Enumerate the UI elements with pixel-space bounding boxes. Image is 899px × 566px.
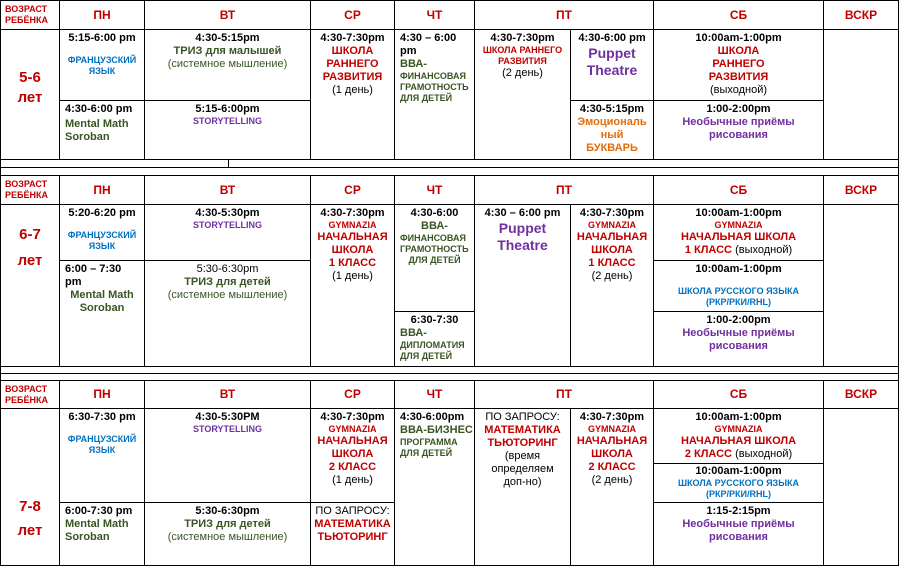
slot-sub: (РКР/РКИ/RHL) — [706, 297, 771, 307]
slot-thu-7-8 — [394, 408, 475, 566]
slot-thu-6-7-b — [394, 311, 475, 367]
slot-name-4: 1 КЛАСС — [588, 257, 636, 269]
slot-name: Mental Math — [70, 289, 134, 301]
slot-time: 4:30-5:15pm — [579, 103, 645, 115]
slot-name: STORYTELLING — [192, 424, 262, 434]
slot-name-1: GYMNAZIA — [588, 220, 636, 230]
slot-time: 4:30-7:30pm — [320, 411, 385, 423]
slot-tue-6-7-b — [144, 260, 311, 367]
slot-name-1: ШКОЛА — [717, 45, 760, 57]
slot-name-1: ВВА-БИЗНЕС — [400, 424, 473, 436]
slot-sun-6-7 — [823, 204, 899, 367]
slot-name-2: НАЧАЛЬНАЯ — [317, 435, 388, 447]
slot-time: 10:00am-1:00pm — [695, 207, 782, 219]
slot-name-1: GYMNAZIA — [714, 424, 763, 434]
header-wed: СР — [310, 380, 395, 409]
slot-name-1: Необычные приёмы — [682, 116, 795, 128]
slot-name-3: ДЛЯ ДЕТЕЙ — [400, 351, 453, 361]
slot-name-4: 2 КЛАСС — [588, 461, 636, 473]
slot-name-1: GYMNAZIA — [588, 424, 636, 434]
slot-name-1: ШКОЛА — [331, 45, 374, 57]
slot-sun-7-8 — [823, 408, 899, 566]
slot-tue-7-8-a — [144, 408, 311, 503]
header-fri: ПТ — [474, 175, 654, 205]
slot-time: 6:00 – 7:30 — [65, 263, 122, 275]
slot-time: 4:30-7:30pm — [579, 207, 645, 219]
header-thu: ЧТ — [394, 380, 475, 409]
age-unit: лет — [17, 252, 43, 269]
slot-name-2: Theatre — [497, 237, 548, 253]
slot-name-1: Эмоциональ — [577, 116, 647, 128]
slot-name: ФРАНЦУЗСКИЙ ЯЗЫК — [67, 434, 137, 455]
slot-note: (выходной) — [735, 244, 793, 256]
slot-name-4: 1 КЛАСС — [328, 257, 377, 269]
header-mon: ПН — [59, 380, 145, 409]
slot-fri-6-7-b — [570, 204, 654, 367]
slot-time: 4:30-5:30PM — [195, 411, 260, 423]
slot-name-4: ДЛЯ ДЕТЕЙ — [400, 93, 453, 103]
age-cell-6-7 — [0, 204, 60, 367]
slot-name-2: Theatre — [586, 62, 638, 78]
slot-name-1: GYMNAZIA — [328, 424, 377, 434]
slot-mon-6-7-a — [59, 204, 145, 261]
slot-time: 4:30-5:15pm — [195, 32, 260, 44]
slot-name-2: НАЧАЛЬНАЯ — [576, 435, 648, 447]
header-sun: ВСКР — [823, 175, 899, 205]
age-value: 6-7 — [19, 226, 41, 243]
slot-class: 2 КЛАСС — [684, 448, 732, 460]
slot-note: (выходной) — [735, 448, 793, 460]
slot-note: (1 день) — [332, 270, 373, 282]
age-header — [0, 0, 60, 30]
slot-name: Mental Math — [65, 518, 129, 530]
slot-note: (1 день) — [332, 474, 373, 486]
slot-label: ПО ЗАПРОСУ: — [485, 411, 560, 423]
slot-mon-7-8-a — [59, 408, 145, 503]
slot-time: 6:00-7:30 pm — [65, 505, 133, 517]
slot-time: 4:30-6:00pm — [400, 411, 465, 423]
slot-name-2: НАЧАЛЬНАЯ ШКОЛА — [680, 231, 797, 243]
slot-sat-7-8-a — [653, 408, 824, 464]
slot-time: 10:00am-1:00pm — [695, 32, 782, 44]
header-mon: ПН — [59, 0, 145, 30]
slot-name-2: ТЬЮТОРИНГ — [317, 531, 388, 543]
slot-name-3: ГРАМОТНОСТЬ — [400, 244, 469, 254]
header-mon: ПН — [59, 175, 145, 205]
slot-fri-7-8-a — [474, 408, 571, 566]
slot-name: STORYTELLING — [192, 116, 262, 126]
slot-note: (системное мышление) — [167, 289, 288, 301]
slot-name: ТРИЗ для детей — [184, 518, 271, 530]
slot-fri-5-6-c — [570, 100, 654, 160]
slot-time: 5:15-6:00pm — [195, 103, 260, 115]
slot-name: ТРИЗ для детей — [184, 276, 271, 288]
slot-note: (системное мышление) — [167, 58, 288, 70]
slot-tue-5-6-a — [144, 29, 311, 101]
header-sun: ВСКР — [823, 0, 899, 30]
slot-time: 5:30-6:30pm — [196, 263, 259, 275]
header-thu: ЧТ — [394, 0, 475, 30]
slot-name-2: ФИНАНСОВАЯ — [400, 233, 466, 243]
slot-sun-5-6 — [823, 29, 899, 160]
slot-wed-5-6 — [310, 29, 395, 160]
age-header-line2: РЕБЁНКА — [5, 190, 48, 200]
slot-note-1: (время — [504, 450, 541, 462]
slot-name-1: Puppet — [498, 220, 547, 236]
slot-name-3: РАЗВИТИЯ — [708, 71, 769, 83]
slot-name-2: РАЗВИТИЯ — [498, 56, 547, 66]
slot-time-line2: pm — [65, 276, 82, 288]
header-tue: ВТ — [144, 175, 311, 205]
slot-fri-5-6-b — [570, 29, 654, 101]
slot-sat-7-8-b — [653, 463, 824, 503]
header-sat: СБ — [653, 175, 824, 205]
slot-tue-5-6-b — [144, 100, 311, 160]
slot-note: (2 день) — [591, 474, 633, 486]
age-header-line2: РЕБЁНКА — [5, 395, 48, 405]
slot-name-line2: Soroban — [65, 131, 110, 143]
slot-name-2: ДИПЛОМАТИЯ — [400, 340, 465, 350]
slot-name-2: ПРОГРАММА — [400, 437, 458, 447]
slot-time: 4:30-5:30pm — [195, 207, 260, 219]
slot-wed-7-8-a — [310, 408, 395, 503]
slot-thu-6-7-a — [394, 204, 475, 312]
header-fri: ПТ — [474, 380, 654, 409]
slot-name-1: МАТЕМАТИКА — [314, 518, 391, 530]
slot-name: ТРИЗ для малышей — [173, 45, 282, 57]
slot-note: (1 день) — [332, 84, 373, 96]
slot-name-2: РАННЕГО — [326, 58, 379, 70]
slot-time: 5:30-6:30pm — [195, 505, 260, 517]
slot-time: 10:00am-1:00pm — [695, 465, 782, 477]
slot-name-3: ДЛЯ ДЕТЕЙ — [400, 448, 453, 458]
slot-name-4: 2 КЛАСС — [328, 461, 377, 473]
slot-name-2: рисования — [709, 340, 768, 352]
slot-note-3: доп-но) — [503, 476, 542, 488]
header-wed: СР — [310, 175, 395, 205]
slot-sub: (РКР/РКИ/RHL) — [706, 489, 771, 499]
header-sat: СБ — [653, 0, 824, 30]
slot-tue-7-8-b — [144, 502, 311, 566]
slot-name: STORYTELLING — [192, 220, 262, 230]
slot-name-1: Необычные приёмы — [682, 518, 795, 530]
slot-time: 4:30-7:30pm — [490, 32, 555, 44]
slot-name-2: РАННЕГО — [712, 58, 765, 70]
slot-name-2: НАЧАЛЬНАЯ — [317, 231, 388, 243]
slot-time: 4:30-7:30pm — [320, 207, 385, 219]
slot-sat-6-7-c — [653, 311, 824, 367]
slot-name-1: Необычные приёмы — [682, 327, 795, 339]
slot-name-1: МАТЕМАТИКА — [484, 424, 561, 436]
header-fri: ПТ — [474, 0, 654, 30]
header-sat: СБ — [653, 380, 824, 409]
slot-sat-6-7-a — [653, 204, 824, 261]
slot-time: 1:00-2:00pm — [706, 103, 771, 115]
header-tue: ВТ — [144, 0, 311, 30]
slot-time-line2: pm — [400, 45, 417, 57]
age-header-line1: ВОЗРАСТ — [5, 384, 48, 394]
slot-note: (2 день) — [502, 67, 543, 79]
slot-mon-5-6-a — [59, 29, 145, 101]
age-header — [0, 380, 60, 409]
slot-sat-5-6-a — [653, 29, 824, 101]
slot-label: ПО ЗАПРОСУ: — [315, 505, 390, 517]
slot-fri-5-6-a — [474, 29, 571, 160]
slot-name-3: ШКОЛА — [331, 244, 374, 256]
slot-name-1: Puppet — [588, 45, 636, 61]
slot-time: 4:30-6:00 — [410, 207, 459, 219]
slot-name-4: ДЛЯ ДЕТЕЙ — [408, 255, 461, 265]
slot-note: (2 день) — [591, 270, 633, 282]
slot-name-1: GYMNAZIA — [714, 220, 763, 230]
slot-fri-6-7-a — [474, 204, 571, 367]
header-sun: ВСКР — [823, 380, 899, 409]
slot-class-line — [654, 244, 823, 257]
slot-note: (системное мышление) — [167, 531, 288, 543]
slot-mon-6-7-b — [59, 260, 145, 367]
slot-time: 4:30-6:00 pm — [65, 103, 133, 115]
slot-name: ШКОЛА РУССКОГО ЯЗЫКА — [678, 478, 799, 488]
slot-name-1: ВВА- — [421, 220, 448, 232]
slot-name-1: ВВА- — [400, 58, 427, 70]
slot-name: Mental Math — [65, 118, 129, 130]
slot-time: 10:00am-1:00pm — [695, 263, 782, 275]
slot-name-2: ФИНАНСОВАЯ — [400, 71, 466, 81]
age-header-line1: ВОЗРАСТ — [5, 4, 48, 14]
slot-time: 6:30-7:30 pm — [68, 411, 136, 423]
header-wed: СР — [310, 0, 395, 30]
age-header-line2: РЕБЁНКА — [5, 15, 48, 25]
header-thu: ЧТ — [394, 175, 475, 205]
slot-mon-7-8-b — [59, 502, 145, 566]
age-value: 5-6 — [19, 69, 41, 86]
age-unit: лет — [17, 522, 43, 539]
slot-time: 4:30-7:30pm — [320, 32, 385, 44]
slot-mon-5-6-b — [59, 100, 145, 160]
slot-wed-7-8-b — [310, 502, 395, 566]
slot-name-2: НАЧАЛЬНАЯ — [576, 231, 648, 243]
slot-name-3: ШКОЛА — [591, 448, 633, 460]
slot-wed-6-7 — [310, 204, 395, 367]
age-cell-5-6 — [0, 29, 60, 160]
slot-name-line2: Soroban — [65, 531, 110, 543]
slot-time: 4:30 – 6:00 pm — [484, 207, 561, 219]
slot-time: 5:20-6:20 pm — [68, 207, 136, 219]
slot-name-1: ВВА- — [400, 327, 427, 339]
slot-name-line2: Soroban — [79, 302, 125, 314]
slot-time: 4:30-6:00 pm — [578, 32, 646, 44]
slot-time: 4:30 – 6:00 — [400, 32, 457, 44]
slot-name-3: ШКОЛА — [591, 244, 633, 256]
age-header-line1: ВОЗРАСТ — [5, 179, 48, 189]
slot-name-3: ГРАМОТНОСТЬ — [400, 82, 469, 92]
slot-name-2: рисования — [709, 531, 768, 543]
slot-class: 1 КЛАСС — [684, 244, 732, 256]
age-cell-7-8 — [0, 408, 60, 566]
age-unit: лет — [17, 89, 43, 106]
slot-note-2: определяем — [491, 463, 554, 475]
header-tue: ВТ — [144, 380, 311, 409]
slot-name-3: ШКОЛА — [331, 448, 374, 460]
slot-tue-6-7-a — [144, 204, 311, 261]
slot-name: ФРАНЦУЗСКИЙ ЯЗЫК — [67, 230, 137, 251]
slot-name-3: РАЗВИТИЯ — [322, 71, 383, 83]
slot-time: 1:00-2:00pm — [706, 314, 771, 326]
slot-fri-7-8-b — [570, 408, 654, 566]
slot-name-3: БУКВАРЬ — [586, 142, 638, 154]
slot-time: 1:15-2:15pm — [706, 505, 771, 517]
slot-time: 6:30-7:30 — [410, 314, 459, 326]
slot-name: ФРАНЦУЗСКИЙ ЯЗЫК — [67, 55, 137, 76]
slot-time: 5:15-6:00 pm — [68, 32, 136, 44]
slot-thu-5-6 — [394, 29, 475, 160]
slot-name-2: ный — [600, 129, 624, 141]
slot-name-1: GYMNAZIA — [328, 220, 377, 230]
slot-sat-5-6-b — [653, 100, 824, 160]
slot-name-2: рисования — [709, 129, 768, 141]
slot-class-line — [654, 448, 823, 461]
slot-time: 10:00am-1:00pm — [695, 411, 782, 423]
slot-sat-7-8-c — [653, 502, 824, 566]
slot-note: (выходной) — [709, 84, 768, 96]
age-header — [0, 175, 60, 205]
age-value: 7-8 — [19, 498, 41, 515]
slot-name-2: ТЬЮТОРИНГ — [487, 437, 558, 449]
slot-sat-6-7-b — [653, 260, 824, 312]
slot-name-1: ШКОЛА РАННЕГО — [482, 45, 563, 55]
slot-time: 4:30-7:30pm — [579, 411, 645, 423]
slot-name-2: НАЧАЛЬНАЯ ШКОЛА — [680, 435, 797, 447]
slot-name: ШКОЛА РУССКОГО ЯЗЫКА — [678, 286, 799, 296]
